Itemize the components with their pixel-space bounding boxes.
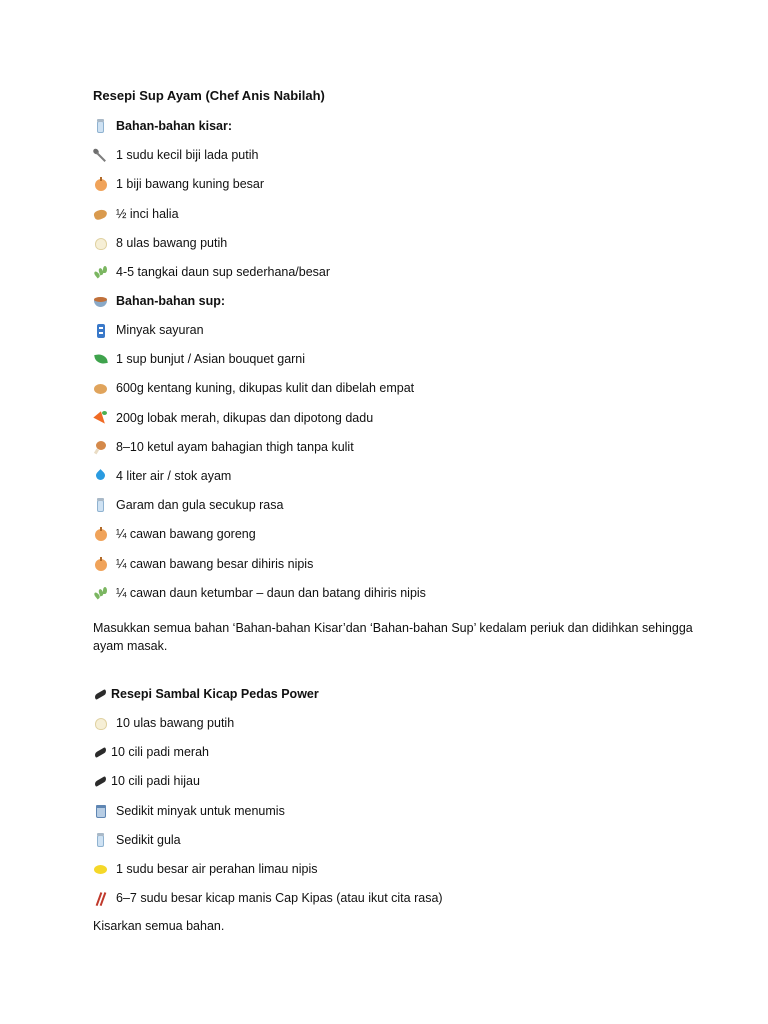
list-item xyxy=(93,714,234,732)
list-item xyxy=(93,889,443,907)
list-item-text: 200g lobak merah, dikupas dan dipotong dadu xyxy=(116,411,374,425)
leaf-icon xyxy=(93,352,108,367)
chopsticks-icon xyxy=(93,891,108,906)
instruction-paragraph: Masukkan semua bahan ‘Bahan-bahan Kisar’dan ‘Bahan-bahan Sup’ kedalam periuk dan didihkan sehingga ayam masak. xyxy=(93,621,693,653)
ginger-icon xyxy=(93,207,108,222)
chili-pepper-icon xyxy=(93,687,108,702)
list-item-text: ½ inci halia xyxy=(116,207,179,221)
list-item xyxy=(93,584,426,602)
list-item xyxy=(93,438,354,456)
list-item xyxy=(93,831,181,849)
list-item xyxy=(93,379,414,397)
recipe-title: Resepi Sup Ayam (Chef Anis Nabilah) xyxy=(93,88,325,103)
list-item xyxy=(93,555,313,573)
list-item-text: Minyak sayuran xyxy=(116,323,204,337)
list-item xyxy=(93,772,200,790)
section-heading-label: Bahan-bahan kisar: xyxy=(116,119,233,133)
list-item-text: 600g kentang kuning, dikupas kulit dan dibelah empat xyxy=(116,381,415,395)
list-item-text: Sedikit gula xyxy=(116,833,181,847)
list-item-text: 10 cili padi merah xyxy=(111,745,209,759)
salt-shaker-icon xyxy=(93,498,108,513)
spoon-icon xyxy=(93,148,108,163)
list-item-text: Garam dan gula secukup rasa xyxy=(116,498,284,512)
list-item-text: 8 ulas bawang putih xyxy=(116,236,228,250)
section-heading-sup xyxy=(93,292,225,310)
list-item-text: ¼ cawan daun ketumbar – daun dan batang dihiris nipis xyxy=(116,586,426,600)
garlic-icon xyxy=(93,236,108,251)
list-item xyxy=(93,525,256,543)
list-item-text: Sedikit minyak untuk menumis xyxy=(116,804,285,818)
chili-pepper-icon xyxy=(93,745,108,760)
list-item xyxy=(93,321,204,339)
list-item xyxy=(93,146,258,164)
list-item-text: 10 cili padi hijau xyxy=(111,774,200,788)
list-item-text: 1 biji bawang kuning besar xyxy=(116,177,265,191)
oil-bottle-icon xyxy=(93,323,108,338)
herb-icon xyxy=(93,265,108,280)
list-item-text: 1 sudu kecil biji lada putih xyxy=(116,148,259,162)
list-item-text: 4-5 tangkai daun sup sederhana/besar xyxy=(116,265,331,279)
salt-shaker-icon xyxy=(93,119,108,134)
onion-icon xyxy=(93,557,108,572)
section-heading-label: Resepi Sambal Kicap Pedas Power xyxy=(111,687,319,701)
list-item-text: ¼ cawan bawang goreng xyxy=(116,527,256,541)
carrot-icon xyxy=(93,411,108,426)
drumstick-icon xyxy=(93,440,108,455)
list-item-text: 1 sudu besar air perahan limau nipis xyxy=(116,862,318,876)
herb-icon xyxy=(93,586,108,601)
droplet-icon xyxy=(93,469,108,484)
list-item xyxy=(93,496,283,514)
list-item-text: 1 sup bunjut / Asian bouquet garni xyxy=(116,352,306,366)
list-item xyxy=(93,205,179,223)
section-heading-sambal xyxy=(93,685,319,703)
list-item xyxy=(93,234,227,252)
section-heading-kisar xyxy=(93,117,232,135)
list-item xyxy=(93,409,373,427)
list-item-text: 8–10 ketul ayam bahagian thigh tanpa kulit xyxy=(116,440,354,454)
garlic-icon xyxy=(93,716,108,731)
list-item xyxy=(93,802,285,820)
list-item xyxy=(93,175,264,193)
chili-pepper-icon xyxy=(93,774,108,789)
salt-shaker-icon xyxy=(93,833,108,848)
onion-icon xyxy=(93,177,108,192)
list-item xyxy=(93,743,209,761)
list-item xyxy=(93,860,318,878)
list-item-text: 4 liter air / stok ayam xyxy=(116,469,232,483)
list-item-text: ¼ cawan bawang besar dihiris nipis xyxy=(116,557,314,571)
potato-icon xyxy=(93,381,108,396)
list-item-text: 6–7 sudu besar kicap manis Cap Kipas (atau ikut cita rasa) xyxy=(116,891,443,905)
onion-icon xyxy=(93,527,108,542)
instruction-paragraph: Kisarkan semua bahan. xyxy=(93,919,225,933)
section-heading-label: Bahan-bahan sup: xyxy=(116,294,226,308)
list-item xyxy=(93,263,330,281)
list-item xyxy=(93,350,305,368)
list-item-text: 10 ulas bawang putih xyxy=(116,716,235,730)
soup-bowl-icon xyxy=(93,294,108,309)
jar-icon xyxy=(93,804,108,819)
list-item xyxy=(93,467,231,485)
lemon-icon xyxy=(93,862,108,877)
